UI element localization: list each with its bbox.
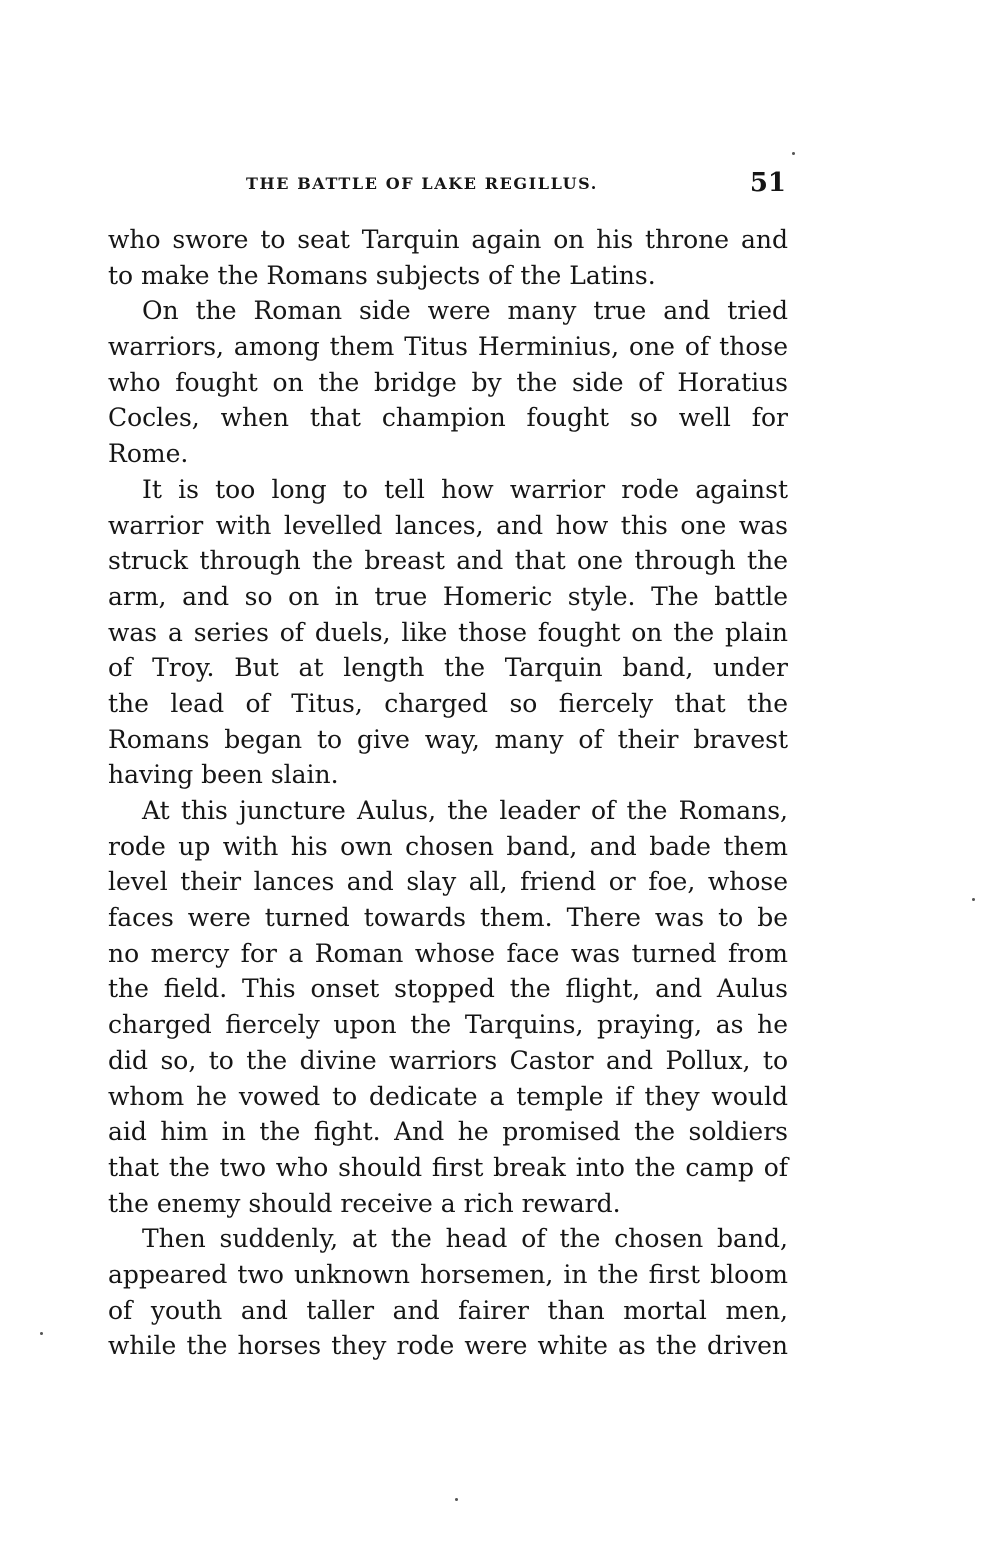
text-line: of youth and taller and fairer than mortal men, [108, 1295, 788, 1325]
page-number: 51 [749, 168, 786, 198]
scan-speck [792, 152, 795, 155]
text-line: having been slain. [108, 760, 339, 790]
text-line: Then suddenly, at the head of the chosen band, [142, 1224, 788, 1254]
text-line: Rome. [108, 439, 189, 469]
text-line: whom he vowed to dedicate a temple if they would [108, 1081, 788, 1111]
text-line: the field. This onset stopped the flight, and Aulus [108, 974, 788, 1004]
paragraph [108, 293, 788, 471]
paragraph [108, 472, 788, 793]
running-head [246, 168, 786, 198]
paragraph [108, 222, 788, 293]
text-line: Romans began to give way, many of their bravest [108, 724, 788, 754]
text-line: warrior with levelled lances, and how this one was [108, 510, 788, 540]
text-line: no mercy for a Roman whose face was turned from [108, 938, 788, 968]
text-line: the enemy should receive a rich reward. [108, 1188, 621, 1218]
scan-speck [455, 1498, 458, 1501]
text-line: who fought on the bridge by the side of Horatius [108, 367, 788, 397]
text-line: level their lances and slay all, friend or foe, whose [108, 867, 788, 897]
text-line: did so, to the divine warriors Castor and Pollux, to [108, 1045, 788, 1075]
running-title: THE BATTLE OF LAKE REGILLUS. [246, 174, 598, 193]
text-line: It is too long to tell how warrior rode against [142, 474, 788, 504]
text-line: struck through the breast and that one through the [108, 546, 788, 576]
text-line: At this juncture Aulus, the leader of the Romans, [142, 796, 788, 825]
text-line: faces were turned towards them. There was to be [108, 903, 788, 933]
text-line: On the Roman side were many true and tried [142, 296, 788, 326]
text-line: who swore to seat Tarquin again on his throne and [108, 225, 788, 254]
text-line: while the horses they rode were white as the driven [108, 1331, 788, 1361]
paragraph [108, 1221, 788, 1364]
text-line: of Troy. But at length the Tarquin band, under [108, 653, 788, 683]
text-line: was a series of duels, like those fought on the plain [108, 617, 788, 647]
body-text [108, 222, 788, 1364]
text-line: to make the Romans subjects of the Latins. [108, 260, 656, 290]
text-line: charged fiercely upon the Tarquins, praying, as he [108, 1010, 788, 1040]
scan-speck [40, 1332, 43, 1335]
text-line: rode up with his own chosen band, and bade them [108, 831, 788, 861]
text-line: warriors, among them Titus Herminius, one of those [108, 332, 788, 362]
text-line: appeared two unknown horsemen, in the first bloom [108, 1259, 788, 1289]
text-line: the lead of Titus, charged so fiercely that the [108, 688, 788, 718]
text-line: arm, and so on in true Homeric style. The battle [108, 581, 788, 611]
scan-speck [972, 898, 975, 901]
text-line: Cocles, when that champion fought so well for [108, 403, 788, 433]
paragraph [108, 793, 788, 1221]
text-line: that the two who should first break into the camp of [108, 1152, 788, 1182]
text-line: aid him in the fight. And he promised the soldiers [108, 1117, 788, 1147]
